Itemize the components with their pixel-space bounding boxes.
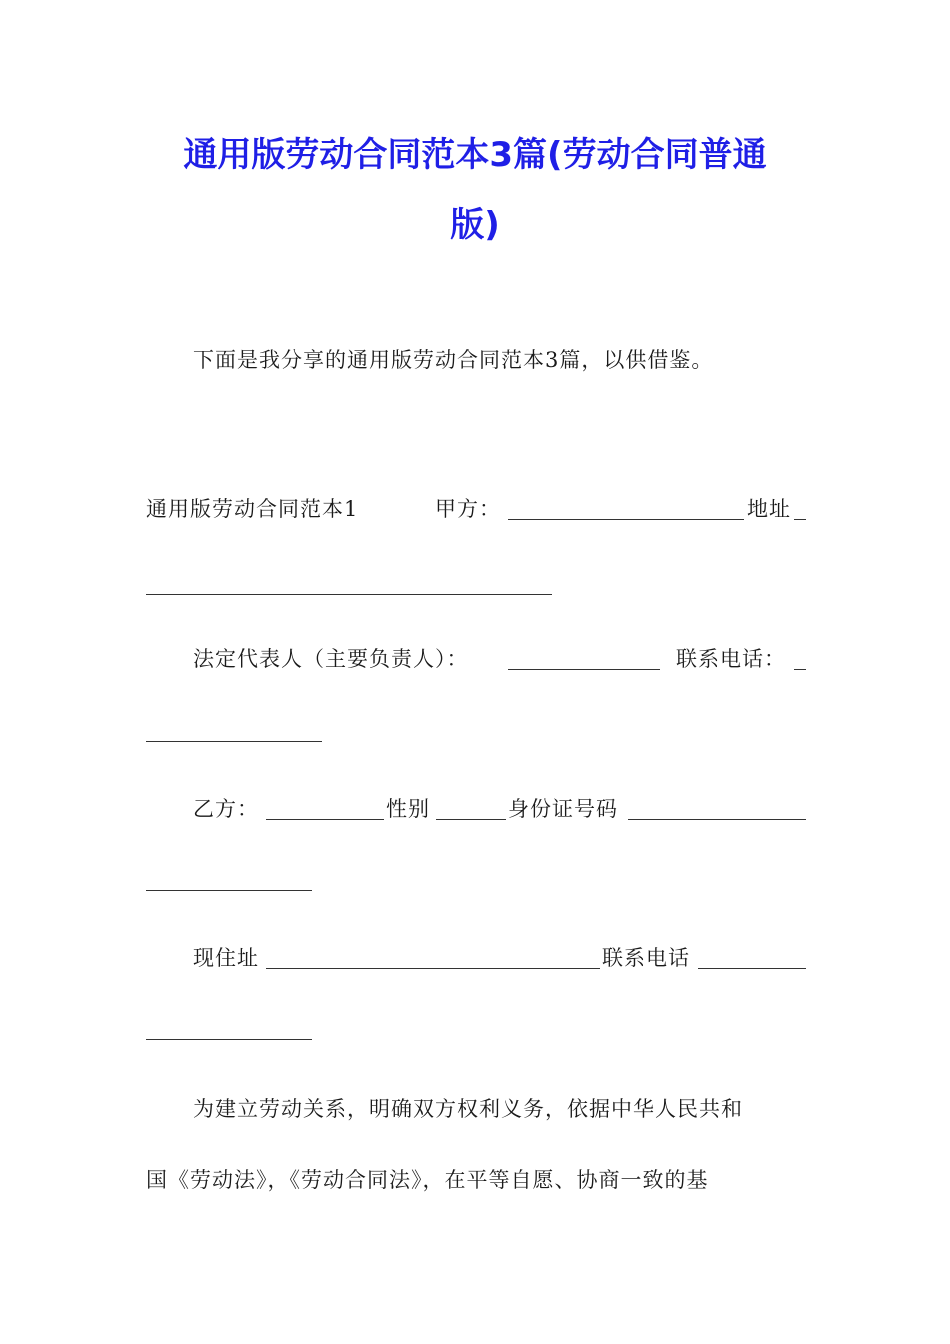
- body-line-2: 国《劳动法》，《劳动合同法》，在平等自愿、协商一致的基: [146, 1168, 709, 1192]
- phone-a-blank: [146, 741, 322, 742]
- address-blank-tail: [794, 519, 806, 520]
- legal-rep-blank: [508, 669, 660, 670]
- section1-heading: 通用版劳动合同范本1: [146, 497, 359, 521]
- phone-b-label: 联系电话: [602, 946, 690, 970]
- legal-rep-label: 法定代表人（主要负责人）：: [193, 647, 469, 671]
- party-a-blank: [508, 519, 744, 520]
- gender-label: 性别: [386, 797, 430, 821]
- current-address-label: 现住址: [193, 946, 259, 970]
- address-blank: [146, 594, 552, 595]
- party-b-blank: [266, 819, 384, 820]
- address-label: 地址: [747, 497, 791, 521]
- id-blank: [628, 819, 806, 820]
- phone-b-blank: [698, 968, 806, 969]
- current-address-blank: [266, 968, 600, 969]
- id-label: 身份证号码: [508, 797, 618, 821]
- phone-a-label: 联系电话：: [676, 647, 786, 671]
- gender-blank: [436, 819, 506, 820]
- intro-paragraph: 下面是我分享的通用版劳动合同范本3篇，以供借鉴。: [193, 348, 714, 372]
- document-title-line2: 版): [450, 205, 500, 245]
- party-a-label: 甲方：: [435, 497, 501, 521]
- party-b-label: 乙方：: [193, 797, 259, 821]
- body-line-1: 为建立劳动关系，明确双方权利义务，依据中华人民共和: [193, 1097, 743, 1121]
- phone-a-blank-tail: [794, 669, 806, 670]
- phone-b-blank-continued: [146, 1039, 312, 1040]
- document-title-line1: 通用版劳动合同范本3篇(劳动合同普通: [183, 135, 767, 175]
- id-blank-continued: [146, 890, 312, 891]
